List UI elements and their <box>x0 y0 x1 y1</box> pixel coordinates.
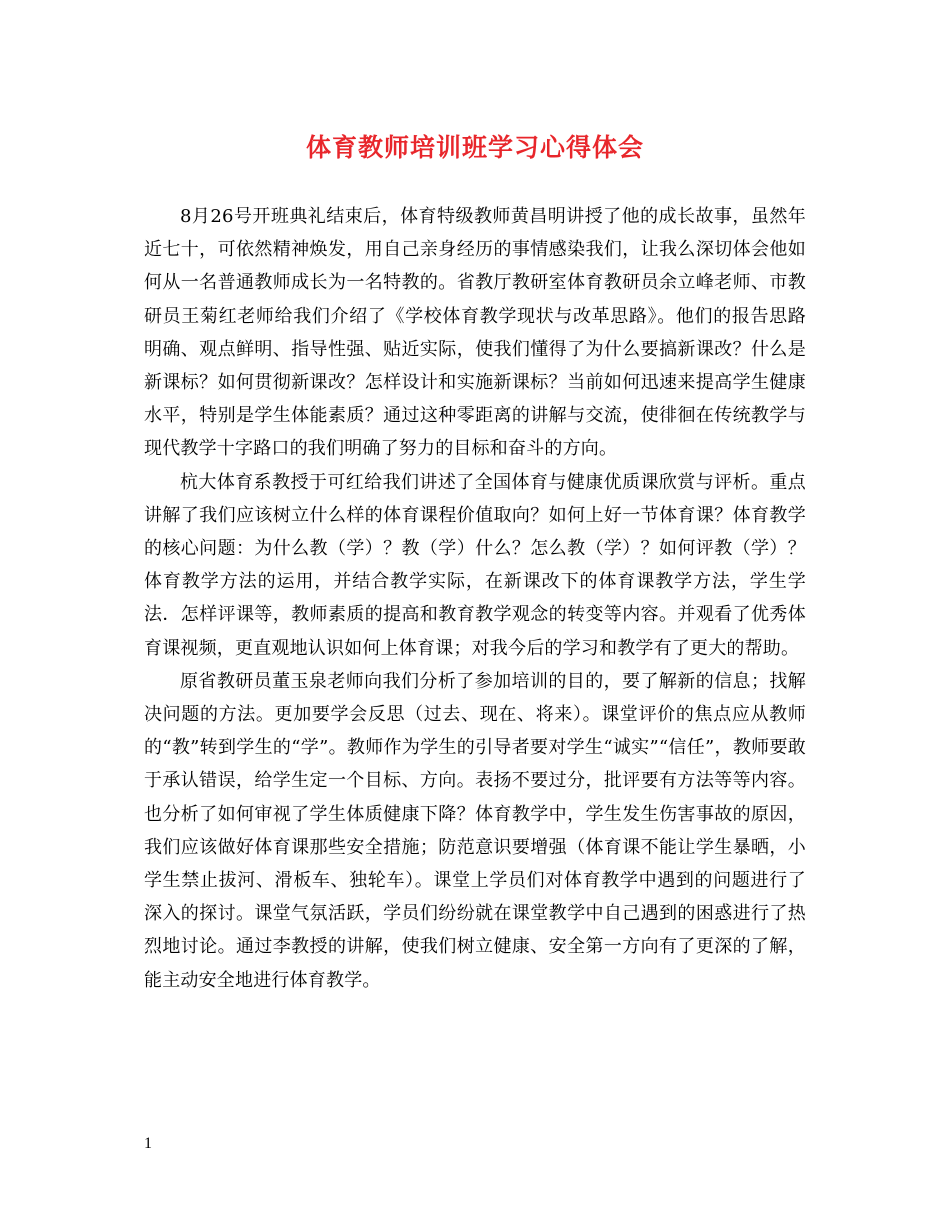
paragraph-3: 原省教研员董玉泉老师向我们分析了参加培训的目的，要了解新的信息；找解决问题的方法。更加要学会反思（过去、现在、将来）。课堂评价的焦点应从教师的“教”转到学生的“学”。教师作为学生的引导者要对学生“诚实”“信任”，教师要敢于承认错误，给学生定一个目标、方向。表扬不要过分，批评要有方法等等内容。也分析了如何审视了学生体质健康下降？体育教学中，学生发生伤害事故的原因，我们应该做好体育课那些安全措施；防范意识要增强（体育课不能让学生暴晒，小学生禁止拔河、滑板车、独轮车）。课堂上学员们对体育教学中遇到的问题进行了深入的探讨。课堂气氛活跃，学员们纷纷就在课堂教学中自己遇到的困惑进行了热烈地讨论。通过李教授的讲解，使我们树立健康、安全第一方向有了更深的了解，能主动安全地进行体育教学。 <box>144 670 806 991</box>
page-number: 1 <box>144 1135 152 1152</box>
body-text <box>144 200 806 997</box>
page-title: 体育教师培训班学习心得体会 <box>305 133 644 162</box>
paragraph-1: 8月26号开班典礼结束后，体育特级教师黄昌明讲授了他的成长故事，虽然年近七十，可依然精神焕发，用自己亲身经历的事情感染我们，让我么深切体会他如何从一名普通教师成长为一名特教的。省教厅教研室体育教研员余立峰老师、市教研员王菊红老师给我们介绍了《学校体育教学现状与改革思路》。他们的报告思路明确、观点鲜明、指导性强、贴近实际，使我们懂得了为什么要搞新课改？什么是新课标？如何贯彻新课改？怎样设计和实施新课标？当前如何迅速来提高学生健康水平，特别是学生体能素质？通过这种零距离的讲解与交流，使徘徊在传统教学与现代教学十字路口的我们明确了努力的目标和奋斗的方向。 <box>144 206 806 460</box>
paragraph-2: 杭大体育系教授于可红给我们讲述了全国体育与健康优质课欣赏与评析。重点讲解了我们应该树立什么样的体育课程价值取向？如何上好一节体育课？体育教学的核心问题：为什么教（学）？教（学）什么？怎么教（学）？如何评教（学）？体育教学方法的运用，并结合教学实际，在新课改下的体育课教学方法，学生学法．怎样评课等，教师素质的提高和教育教学观念的转变等内容。并观看了优秀体育课视频，更直观地认识如何上体育课；对我今后的学习和教学有了更大的帮助。 <box>144 471 806 659</box>
